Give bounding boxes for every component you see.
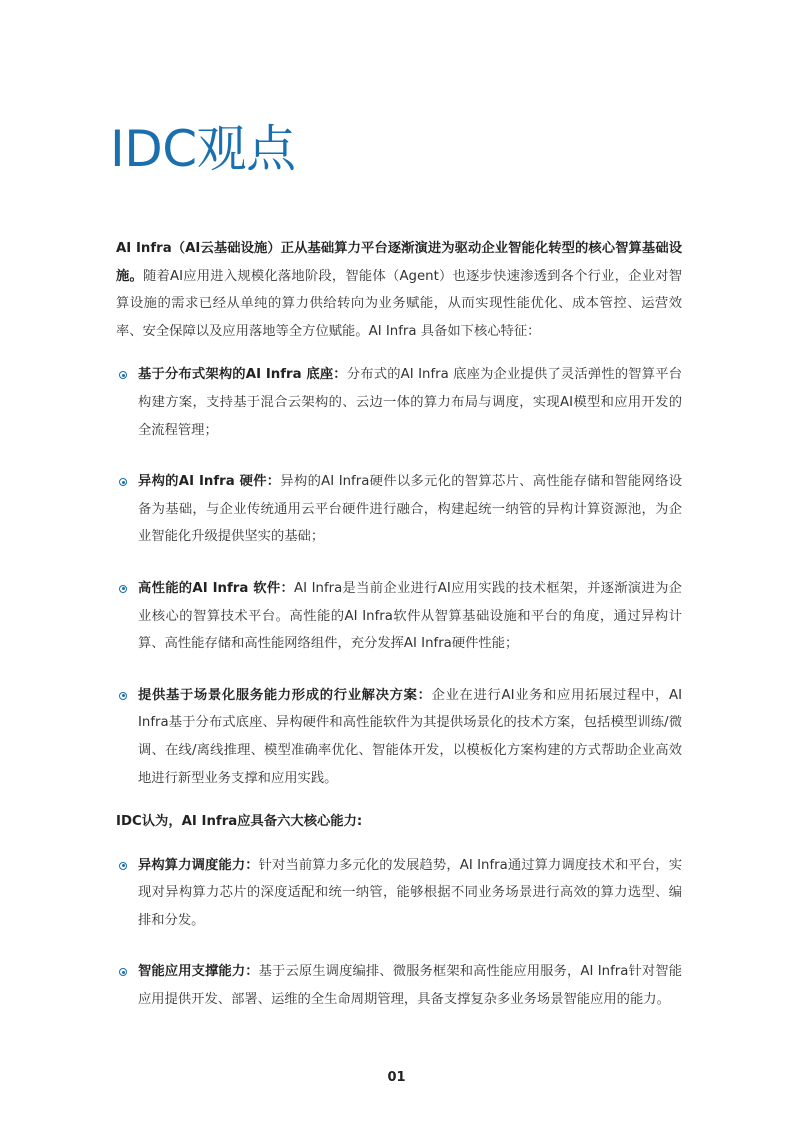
feature-title: 高性能的AI Infra 软件： bbox=[138, 580, 295, 596]
feature-title: 基于分布式架构的AI Infra 底座： bbox=[138, 367, 347, 383]
feature-list bbox=[116, 361, 682, 792]
bullet-target-icon bbox=[119, 692, 127, 700]
feature-item bbox=[116, 682, 682, 792]
feature-title: 提供基于场景化服务能力形成的行业解决方案： bbox=[138, 687, 432, 703]
feature-title: 异构的AI Infra 硬件： bbox=[138, 474, 281, 490]
intro-bold-lead: AI Infra（AI云基础设施）正从基础算力平台逐渐演进为驱动企业智能化转型的核心智算基础设施。 bbox=[116, 241, 682, 284]
feature-text: 分布式的AI Infra 底座为企业提供了灵活弹性的智算平台构建方案，支持基于混合云架构的、云边一体的算力布局与调度，实现AI模型和应用开发的全流程管理； bbox=[138, 367, 682, 438]
feature-text: 异构的AI Infra硬件以多元化的智算芯片、高性能存储和智能网络设备为基础，与企业传统通用云平台硬件进行融合，构建起统一纳管的异构计算资源池，为企业智能化升级提供坚实的基础； bbox=[138, 474, 683, 545]
bullet-target-icon bbox=[119, 478, 127, 486]
bullet-target-icon bbox=[119, 862, 127, 870]
capability-title: 智能应用支撑能力： bbox=[138, 964, 259, 980]
intro-text: 随着AI应用进入规模化落地阶段，智能体（Agent）也逐步快速渗透到各个行业，企业对智算设施的需求已经从单纯的算力供给转向为业务赋能，从而实现性能优化、成本管控、运营效率、安全保障以及应用落地等全方位赋能。AI Infra 具备如下核心特征： bbox=[116, 268, 683, 339]
feature-item bbox=[116, 575, 682, 658]
intro-paragraph bbox=[116, 235, 682, 345]
bullet-target-icon bbox=[119, 585, 127, 593]
capability-item bbox=[116, 852, 682, 935]
feature-item bbox=[116, 468, 682, 551]
bullet-target-icon bbox=[119, 371, 127, 379]
capability-text: 基于云原生调度编排、微服务框架和高性能应用服务，AI Infra针对智能应用提供开发、部署、运维的全生命周期管理，具备支撑复杂多业务场景智能应用的能力。 bbox=[138, 964, 683, 1008]
main-content bbox=[116, 235, 682, 1014]
page-number: 01 bbox=[387, 1070, 406, 1085]
capability-item bbox=[116, 958, 682, 1013]
feature-text: AI Infra是当前企业进行AI应用实践的技术框架，并逐渐演进为企业核心的智算技术平台。高性能的AI Infra软件从智算基础设施和平台的角度，通过异构计算、高性能存储和高性能网络组件，充分发挥AI Infra硬件性能； bbox=[138, 580, 682, 652]
capabilities-heading: IDC认为，AI Infra应具备六大核心能力: bbox=[116, 814, 363, 830]
feature-item bbox=[116, 361, 682, 444]
bullet-target-icon bbox=[119, 968, 127, 976]
feature-text: 企业在进行AI业务和应用拓展过程中，AI Infra基于分布式底座、异构硬件和高性能软件为其提供场景化的技术方案，包括模型训练/微调、在线/离线推理、模型准确率优化、智能体开发，以模板化方案构建的方式帮助企业高效地进行新型业务支撑和应用实践。 bbox=[138, 687, 682, 786]
capability-title: 异构算力调度能力： bbox=[138, 857, 259, 873]
capability-text: 针对当前算力多元化的发展趋势，AI Infra通过算力调度技术和平台，实现对异构算力芯片的深度适配和统一纳管，能够根据不同业务场景进行高效的算力选型、编排和分发。 bbox=[138, 857, 683, 928]
page-title: IDC观点 bbox=[110, 120, 296, 178]
capability-list bbox=[116, 852, 682, 1014]
